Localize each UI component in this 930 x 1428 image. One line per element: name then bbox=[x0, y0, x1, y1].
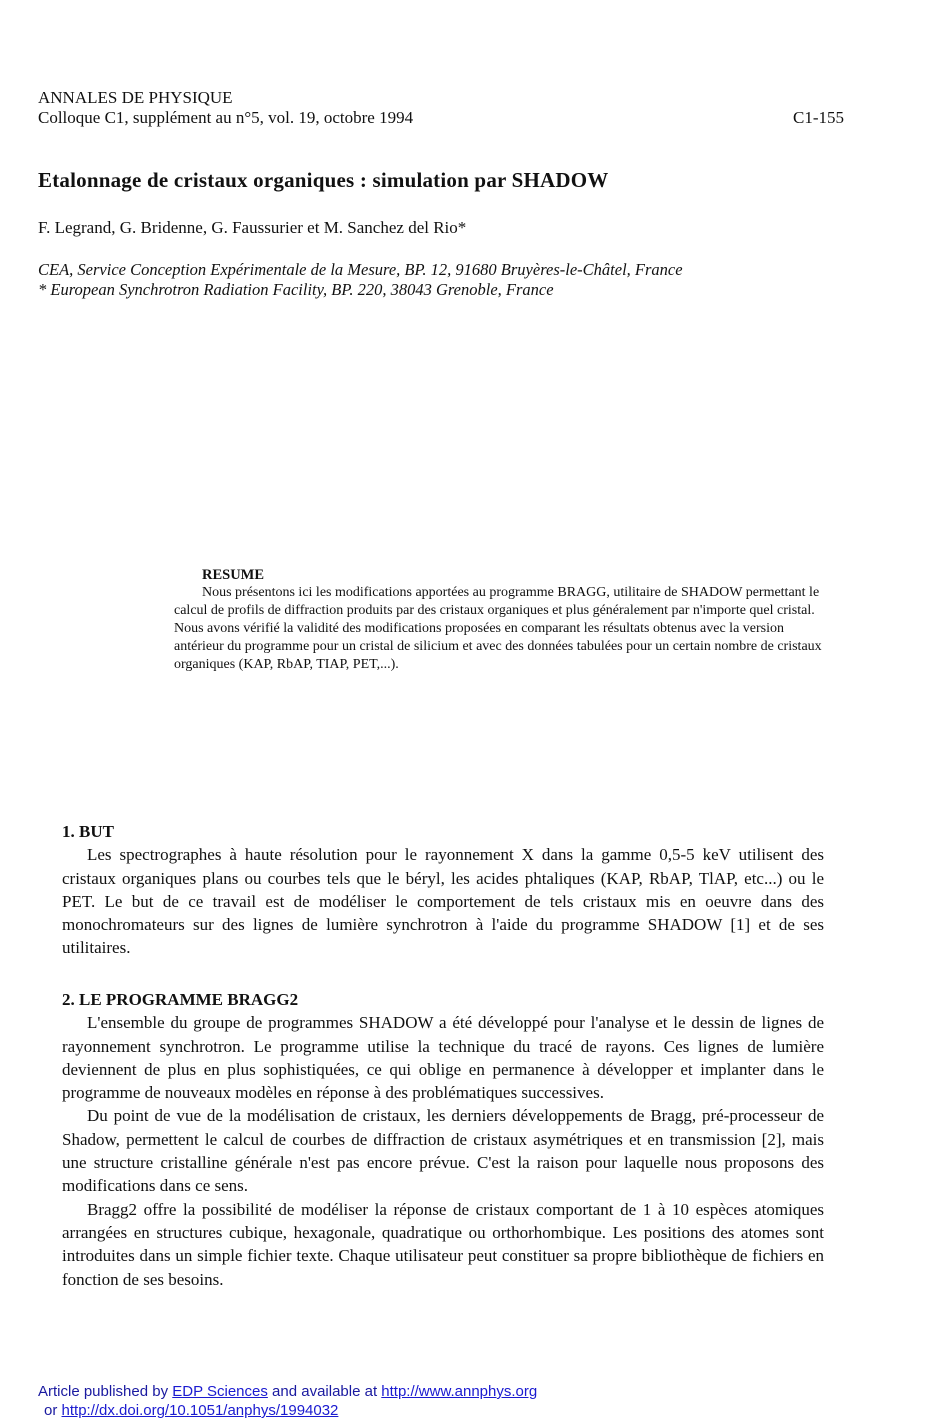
section-heading: 1. BUT bbox=[62, 822, 114, 841]
journal-name: ANNALES DE PHYSIQUE bbox=[38, 88, 233, 107]
section-heading: 2. LE PROGRAMME BRAGG2 bbox=[62, 990, 299, 1009]
affiliation-1: CEA, Service Conception Expérimentale de la Mesure, BP. 12, 91680 Bruyères-le-Châtel, France bbox=[38, 260, 683, 279]
article-title: Etalonnage de cristaux organiques : simulation par SHADOW bbox=[38, 168, 609, 192]
affiliations bbox=[38, 260, 828, 300]
affiliation-2: * European Synchrotron Radiation Facility, BP. 220, 38043 Grenoble, France bbox=[38, 280, 554, 299]
footer-text: and available at bbox=[267, 1383, 382, 1400]
footer-text: Article published by bbox=[38, 1383, 173, 1400]
doi-link[interactable]: http://dx.doi.org/10.1051/anphys/1994032 bbox=[61, 1402, 339, 1419]
annphys-link[interactable]: http://www.annphys.org bbox=[381, 1383, 538, 1400]
edp-sciences-link[interactable]: EDP Sciences bbox=[172, 1383, 268, 1400]
section-paragraph: L'ensemble du groupe de programmes SHADOW a été développé pour l'analyse et le dessin de lignes de rayonnement synchrotron. Le programme utilise la technique du tracé de rayons. Ces lignes de lumière deviennent de plus en plus sophistiquées, ce qui oblige en permanence à développer et implanter dans le programme de nouveaux modèles en réponse à des problématiques successives. bbox=[62, 1013, 824, 1103]
section-programme-bragg2 bbox=[62, 988, 824, 1291]
abstract-heading: RESUME bbox=[202, 567, 265, 583]
abstract bbox=[174, 566, 824, 674]
journal-header bbox=[38, 88, 413, 128]
section-but bbox=[62, 820, 824, 960]
section-paragraph: Bragg2 offre la possibilité de modéliser la réponse de cristaux comportant de 1 à 10 espèces atomiques arrangées en structures cubique, hexagonale, quadratique ou orthorhombique. Les positions des atomes sont introduites dans un simple fichier texte. Chaque utilisateur peut constituer sa propre bibliothèque de fichiers en fonction de ses besoins. bbox=[62, 1199, 824, 1289]
abstract-paragraph-2: Nous avons vérifié la validité des modifications proposées en comparant les résultats obtenus avec la version antérieur du programme pour un cristal de silicium et avec des données tabulées pour un certain nombre de cristaux organiques (KAP, RbAP, TIAP, PET,...). bbox=[174, 621, 822, 672]
journal-issue: Colloque C1, supplément au n°5, vol. 19, octobre 1994 bbox=[38, 108, 414, 127]
section-paragraph: Du point de vue de la modélisation de cristaux, les derniers développements de Bragg, pré-processeur de Shadow, permettent le calcul de courbes de diffraction de cristaux asymétriques et en transmission [2], mais une structure cristalline générale n'est pas encore prévue. C'est la raison pour laquelle nous proposons des modifications dans ce sens. bbox=[62, 1106, 824, 1196]
section-paragraph: Les spectrographes à haute résolution pour le rayonnement X dans la gamme 0,5-5 keV utilisent des cristaux organiques plans ou courbes tels que le béryl, les acides phtaliques (KAP, RbAP, TlAP, etc...) ou le PET. Le but de ce travail est de modéliser le comportement de tels cristaux mis en oeuvre dans des monochromateurs sur des lignes de lumière synchrotron à l'aide du programme SHADOW [1] et de ses utilitaires. bbox=[62, 845, 824, 958]
footer-text: or bbox=[44, 1402, 62, 1419]
article-authors: F. Legrand, G. Bridenne, G. Faussurier et M. Sanchez del Rio* bbox=[38, 218, 467, 237]
publisher-footer bbox=[38, 1382, 537, 1420]
page-number: C1-155 bbox=[793, 108, 844, 127]
abstract-paragraph-1: Nous présentons ici les modifications apportées au programme BRAGG, utilitaire de SHADOW permettant le calcul de profils de diffraction produits par des cristaux organiques et plus généralement par n'importe quel cristal. bbox=[174, 585, 820, 618]
